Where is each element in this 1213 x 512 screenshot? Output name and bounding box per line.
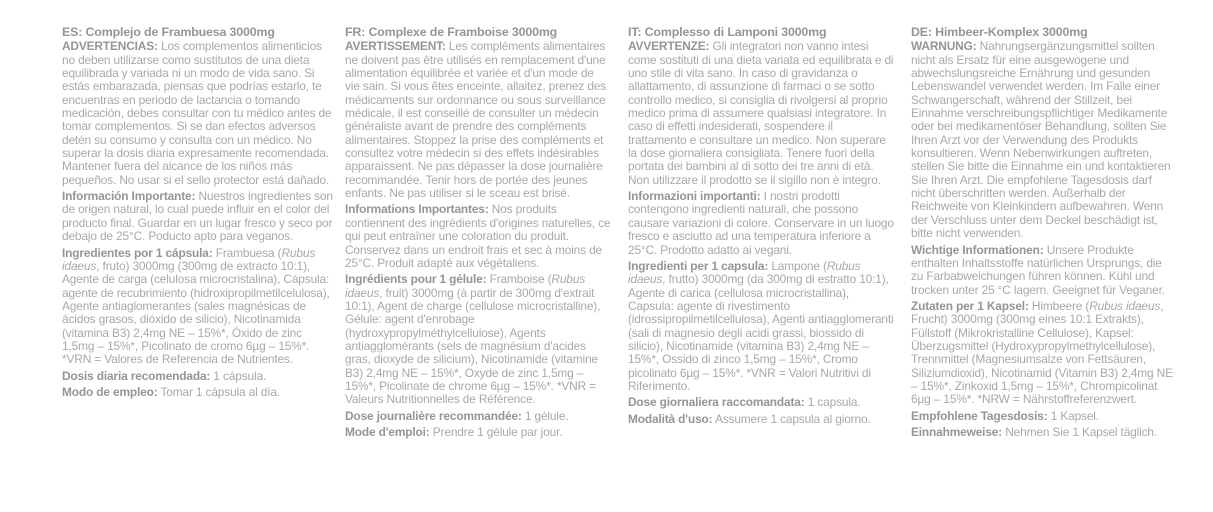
column-es <box>62 26 334 402</box>
warnings-label: WARNUNG: <box>911 39 977 54</box>
warnings-label: AVERTISSEMENT: <box>345 39 446 54</box>
ingredients-text-start: Framboise ( <box>489 272 552 287</box>
ingredients-text-start: Lampone ( <box>771 258 827 273</box>
ingredients-paragraph <box>62 247 334 367</box>
ingredients-label: Ingrédients pour 1 gélule: <box>345 272 487 287</box>
daily-dose-paragraph <box>62 370 334 383</box>
daily-dose-paragraph <box>628 396 894 409</box>
warnings-label: AVVERTENZE: <box>628 39 710 54</box>
important-info-text: Nos produits contiennent des ingrédients d'origines naturelles, ce qui peut entraîner une coloration du produit. Conservez dans un endroit frais et sec à moins de 25°C. Produit adapté aux végétaliens. <box>345 202 611 270</box>
warnings-paragraph <box>345 40 611 200</box>
ingredients-paragraph <box>911 300 1177 407</box>
usage-paragraph <box>911 426 1177 439</box>
column-title: DE: Himbeer-Komplex 3000mg <box>911 25 1088 39</box>
daily-dose-text: 1 capsula. <box>807 395 861 410</box>
warnings-label: ADVERTENCIAS: <box>62 39 158 54</box>
ingredients-paragraph <box>345 273 611 406</box>
daily-dose-label: Dosis diaria recomendada: <box>62 368 211 383</box>
important-info-text: Nuestros ingredientes son de origen natural, lo cual puede influir en el color del producto final. Guardar en un lugar fresco y seco por debajo de 25°C. Poducto apto para veganos. <box>62 189 333 244</box>
warnings-paragraph <box>911 40 1177 240</box>
daily-dose-paragraph <box>345 410 611 423</box>
usage-paragraph <box>62 386 334 399</box>
ingredients-text-rest: , fruto) 3000mg (300mg de extracto 10:1), Agente de carga (celulosa microcristalina), Cápsula: agente de recubrimiento (hidroxipropilmetilcelulosa), Agente antiaglomerantes (sales magnésicas de ácidos grasos, dióxido de silicio), Nicotinamida (vitamina B3) 2,4mg NE – 15%*, Óxido de zinc 1,5mg – 15%*, Picolinato de cromo 6µg – 15%*. *VRN = Valores de Referencia de Nutrientes. <box>62 258 330 367</box>
usage-label: Einnahmeweise: <box>911 424 1003 439</box>
usage-text: Tomar 1 cápsula al día. <box>160 384 280 399</box>
ingredients-label: Zutaten per 1 Kapsel: <box>911 298 1029 313</box>
ingredients-label: Ingredientes por 1 cápsula: <box>62 245 213 260</box>
warnings-paragraph <box>62 40 334 187</box>
important-info-paragraph <box>345 203 611 270</box>
daily-dose-text: 1 gélule. <box>524 408 569 423</box>
warnings-text: Los complementos alimenticios no deben utilizarse como sustitutos de una dieta equilibrada y variada ni un modo de vida sano. Si estás embarazada, piensas que podrías estarlo, te encuentras en periodo de lactancia o tomando medicación, debes consultar con tu médico antes de tomar complementos. Si se dan efectos adversos detén su consumo y consulta con un médico. No superar la dosis diaria expresamente recomendada. Mantener fuera del alcance de los niños más pequeños. No usar si el sello protector está dañado. <box>62 39 332 187</box>
warnings-text: Nahrungsergänzungsmittel sollten nicht als Ersatz für eine ausgewogene und abwechslungsreiche Ernährung und gesunden Lebenswandel verwendet werden. Im Falle einer Schwangerschaft, während der Stillzeit, bei Einnahme verschreibungspflichtiger Medikamente oder bei medikamentöser Behandlung, sollten Sie Ihren Arzt vor der Verwendung des Produkts konsultieren. Wenn Nebenwirkungen auftreten, stellen Sie bitte die Einnahme ein und kontaktieren Sie Ihren Arzt. Die empfohlene Tagesdosis darf nicht überschritten werden. Außerhalb der Reichweite von Kleinkindern aufbewahren. Wenn der Verschluss unter dem Deckel beschädigt ist, bitte nicht verwenden. <box>911 39 1171 241</box>
ingredients-latin-name: Rubus idaeus <box>1089 298 1161 313</box>
important-info-paragraph <box>628 190 894 257</box>
ingredients-text-rest: , Frucht) 3000mg (300mg eines 10:1 Extrakts), Füllstoff (Mikrokristalline Cellulose), Kapsel: Überzugsmittel (Hydroxypropylmethylcellulose), Trennmittel (Magnesiumsalze von Fettsäuren, Siliziumdioxid), Nicotinamid (Vitamin B3) 2,4mg NE – 15%*, Zinkoxid 1,5mg – 15%*, Chrompicolinat 6µg – 15%*. *NRW = Nährstoffreferenzwert. <box>911 298 1173 407</box>
usage-label: Modo de empleo: <box>62 384 158 399</box>
daily-dose-text: 1 cápsula. <box>213 368 267 383</box>
usage-label: Modalità d'uso: <box>628 411 713 426</box>
column-it <box>628 26 894 429</box>
ingredients-latin-name: Rubus idaeus <box>628 258 861 287</box>
daily-dose-label: Dose giornaliera raccomandata: <box>628 395 805 410</box>
usage-text: Nehmen Sie 1 Kapsel täglich. <box>1005 424 1158 439</box>
ingredients-text-start: Himbeere ( <box>1031 298 1090 313</box>
warnings-text: Les compléments alimentaires ne doivent pas être utilisés en remplacement d'une alimentation équilibrée et variée et d'un mode de vie sain. Si vous êtes enceinte, allaitez, prenez des médicaments sur ordonnance ou sous surveillance médicale, il est conseillé de consulter un médecin généraliste avant de prendre des compléments alimentaires. Stoppez la prise des compléments et consultez votre médecin si des effets indésirables apparaissent. Ne pas dépasser la dose journalière recommandée. Tenir hors de portée des jeunes enfants. Ne pas utiliser si le sceau est brisé. <box>345 39 607 201</box>
important-info-label: Información Importante: <box>62 189 196 204</box>
column-title: ES: Complejo de Frambuesa 3000mg <box>62 25 275 39</box>
usage-text: Assumere 1 capsula al giorno. <box>714 411 871 426</box>
ingredients-text-rest: , fruit) 3000mg (à partir de 300mg d'extrait 10:1), Agent de charge (cellulose microcristalline), Gélule: agent d'enrobage (hydroxypropylméthylcellulose), Agents antiagglomérants (sels de magnésium d'acides gras, dioxyde de silicium), Nicotinamide (vitamine B3) 2,4mg NE – 15%*, Oxyde de zinc 1,5mg – 15%*, Picolinate de chrome 6µg – 15%*. *VNR = Valeurs Nutritionnelles de Référence. <box>345 285 601 407</box>
important-info-label: Informazioni importanti: <box>628 189 761 204</box>
ingredients-latin-name: Rubus idaeus <box>62 245 316 273</box>
important-info-text: I nostri prodotti contengono ingredienti naturali, che possono causare variazioni di colore. Conservare in un luogo fresco e asciutto ad una temperatura inferiore a 25°C. Prodotto adatto ai vegani. <box>628 189 894 257</box>
important-info-label: Informations Importantes: <box>345 202 489 217</box>
column-fr <box>345 26 611 442</box>
daily-dose-paragraph <box>911 410 1177 423</box>
ingredients-text-start: Frambuesa ( <box>215 245 282 260</box>
ingredients-latin-name: Rubus idaeus <box>345 272 586 300</box>
daily-dose-label: Dose journalière recommandée: <box>345 408 522 423</box>
usage-label: Mode d'emploi: <box>345 424 430 439</box>
usage-paragraph <box>345 426 611 439</box>
usage-text: Prendre 1 gélule par jour. <box>432 424 563 439</box>
warnings-paragraph <box>628 40 894 187</box>
important-info-paragraph <box>62 190 334 243</box>
daily-dose-label: Empfohlene Tagesdosis: <box>911 408 1048 423</box>
column-title: IT: Complesso di Lamponi 3000mg <box>628 25 827 39</box>
important-info-paragraph <box>911 244 1177 297</box>
important-info-label: Wichtige Informationen: <box>911 242 1044 257</box>
daily-dose-text: 1 Kapsel. <box>1050 408 1099 423</box>
warnings-text: Gli integratori non vanno intesi come sostituti di una dieta variata ed equilibrata e di uno stile di vita sano. In caso di gravidanza o allattamento, di assunzione di farmaci o se sotto controllo medico, si consiglia di rivolgersi al proprio medico prima di assumere qualsiasi integratore. In caso di effetti indesiderati, sospendere il trattamento e consultare un medico. Non superare la dose giornaliera consigliata. Tenere fuori della portata dei bambini al di sotto dei tre anni di età. Non utilizzare il prodotto se il sigillo non è integro. <box>628 39 894 187</box>
important-info-text: Unsere Produkte enthalten Inhaltsstoffe natürlichen Ursprungs, die zu Farbabweichungen führen können. Kühl und trocken unter 25 °C lagern. Geeignet für Veganer. <box>911 242 1165 297</box>
usage-paragraph <box>628 413 894 426</box>
column-title: FR: Complexe de Framboise 3000mg <box>345 25 558 39</box>
ingredients-text-rest: , frutto) 3000mg (da 300mg di estratto 10:1), Agente di carica (cellulosa microcristallina), Capsula: agente di rivestimento (idrossipropilmetilcellulosa), Agenti antiagglomeranti (sali di magnesio degli acidi grassi, biossido di silicio), Nicotinamide (vitamina B3) 2,4mg NE – 15%*, Ossido di zinco 1,5mg – 15%*, Cromo picolinato 6µg – 15%*. *VNR = Valori Nutritivi di Riferimento. <box>628 272 894 393</box>
column-de <box>911 26 1177 442</box>
ingredients-label: Ingredienti per 1 capsula: <box>628 258 769 273</box>
ingredients-paragraph <box>628 260 894 393</box>
